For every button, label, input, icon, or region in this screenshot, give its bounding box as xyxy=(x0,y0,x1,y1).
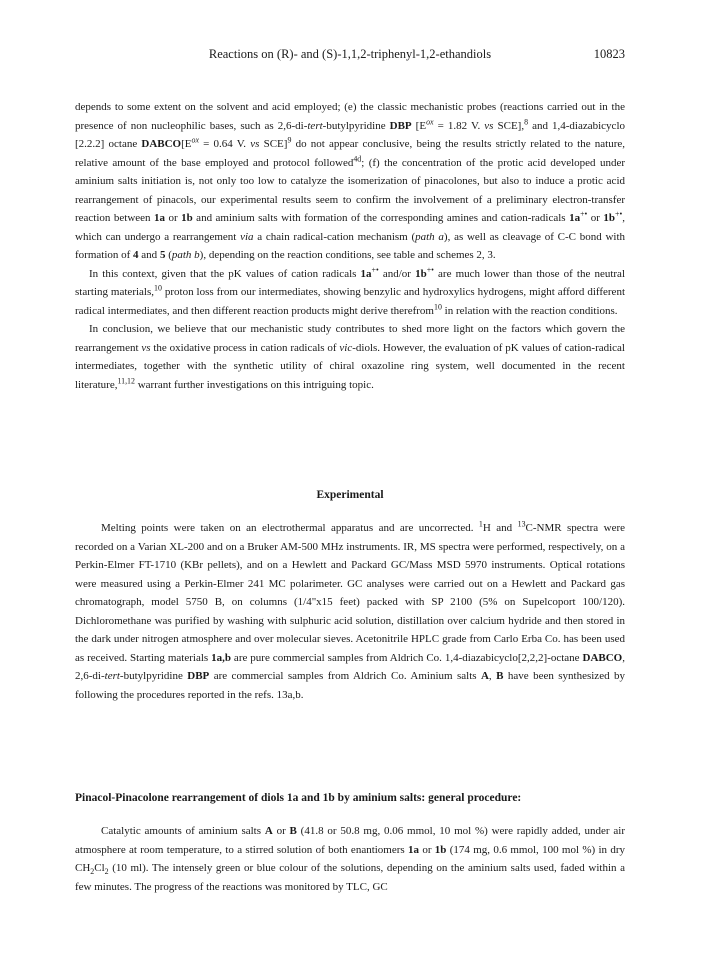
paragraph-instruments: Melting points were taken on an electrothermal apparatus and are uncorrected. $^1$H and $^{13}$C-NMR spectra were recorded on a Varian XL-200 and on a Bruker AM-500 MHz instruments. IR, MS spectra were performed, respectively, on a Perkin-Elmer FT-1710 (KBr pellets), and on a Hewlett and Packard GC/Mass MSD 5970 instruments. Optical rotations were measured using a Perkin-Elmer 241 MC polarimeter. GC analyses were carried out on a Hewlett and Packard gas chromatograph, model 5750 B, on columns (1/4"x15 feet) packed with SP 2100 (5% on Supelcoport 100/120). Dichloromethane was purified by washing with sulphuric acid solution, distillation over calcium hydride and then stored in the dark under nitrogen atmosphere and over molecular sieves. Acetonitrile HPLC grade from Carlo Erba Co. has been used as received. Starting materials 1a,b are pure commercial samples from Aldrich Co. 1,4-diazabicyclo[2,2,2]-octane DABCO, 2,6-di-tert-butylpyridine DBP are commercial samples from Aldrich Co. Aminium salts A, B have been synthesized by following the procedures reported in the refs. 13a,b. xyxy=(75,519,626,701)
page-header xyxy=(75,47,625,67)
page-number: 10823 xyxy=(593,47,625,61)
experimental-text xyxy=(75,519,625,704)
paragraph-conclusion: In conclusion, we believe that our mechanistic study contributes to shed more light on the factors which govern the rearrangement vs the oxidative process in cation radicals of vic-diols. However, the evaluation of pK values of cation-radical intermediates, together with the synthetic utility of chiral oxazoline ring system, well documented in the recent literature,$^{11,12}$ warrant further investigations on this intriguing topic. xyxy=(75,323,625,391)
paragraph-pk-values: In this context, given that the pK values of cation radicals 1a+• and/or 1b+• are much lower than those of the neutral starting materials,$^{10}$ proton loss from our intermediates, showing benzylic and hydroxylics hydrogens, might afford different radical intermediates, and then different reaction products might derive therefrom$^{10}$ in relation with the reaction conditions. xyxy=(75,264,625,317)
experimental-heading: Experimental xyxy=(316,489,384,501)
paragraph-procedure: Catalytic amounts of aminium salts A or B (41.8 or 50.8 mg, 0.06 mmol, 10 mol %) were rapidly added, under air atmosphere at room temperature, to a stirred solution of both enantiomers 1a or 1b (174 mg, 0.6 mmol, 100 mol %) in dry $CH_2Cl_2$ (10 ml). The intensely green or blue colour of the solutions, depending on the aminium salts used, faded within a few minutes. The progress of the reactions was monitored by TLC, GC xyxy=(75,825,625,893)
procedure-text xyxy=(75,822,625,896)
paragraph-conclusion-points: depends to some extent on the solvent and acid employed; (e) the classic mechanistic probes (reactions carried out in the presence of non nucleophilic bases, such as 2,6-di-tert-butylpyridine DBP [$E^{ox} = 1.82$ V. vs SCE],$^8$ and 1,4-diazabicyclo [2.2.2] octane $DABCO[E^{ox} = 0.64$ V. vs SCE]$^9$ do not appear conclusive, being the results strictly related to the nature, relative amount of the base employed and protocol followed$^{4d}$; (f) the concentration of the protic acid developed under aminium salts initiation is, not only too low to catalyze the isomerization of pinacolones, but also to induce a protic acid rearrangement of pinacols, our experimental results seem to confirm the involvement of a preliminary electron-transfer reaction between 1a or 1b and aminium salts with formation of the corresponding amines and cation-radicals 1a+• or 1b+•, which can undergo a rearrangement via a chain radical-cation mechanism (path a), as well as cleavage of C-C bond with formation of 4 and 5 (path b), depending on the reaction conditions, see table and schemes 2, 3. xyxy=(75,101,625,261)
procedure-heading: Pinacol-Pinacolone rearrangement of diols 1a and 1b by aminium salts: general procedure: xyxy=(75,792,522,804)
discussion-text xyxy=(75,98,625,394)
running-title: Reactions on (R)- and (S)-1,1,2-triphenyl-1,2-ethandiols xyxy=(208,47,492,61)
